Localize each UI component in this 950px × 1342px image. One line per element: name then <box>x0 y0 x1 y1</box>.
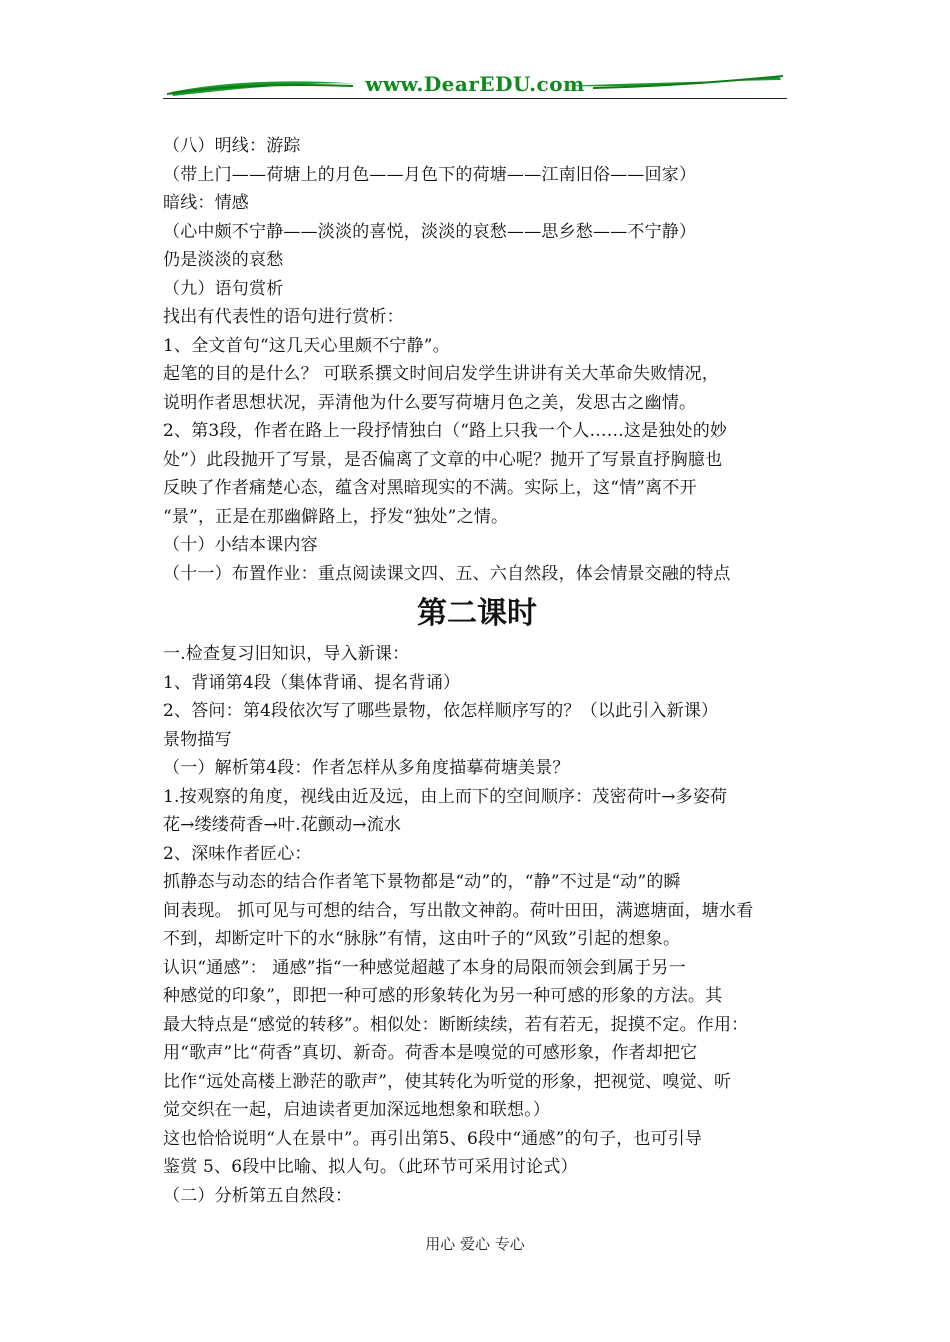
text-line: （九）语句赏析 <box>163 278 284 299</box>
text-line: （一）解析第4段：作者怎样从多角度描摹荷塘美景？ <box>163 758 570 778</box>
text-line: 反映了作者痛楚心态，蕴含对黑暗现实的不满。实际上，这“情”离不开 <box>163 478 697 498</box>
text-line: 种感觉的印象”，即把一种可感的形象转化为另一种可感的形象的方法。其 <box>163 986 723 1006</box>
text-line: 觉交织在一起，启迪读者更加深远地想象和联想。） <box>163 1100 551 1120</box>
text-line: （十）小结本课内容 <box>163 535 318 555</box>
text-line: 认识“通感”： 通感”指“一种感觉超越了本身的局限而领会到属于另一 <box>163 957 686 978</box>
text-line: 1.按观察的角度，视线由近及远，由上而下的空间顺序：茂密荷叶→多姿荷 <box>163 786 728 807</box>
document-body <box>163 132 791 1210</box>
text-line: 2、深味作者匠心： <box>163 843 312 864</box>
text-line: 鉴赏 5、6段中比喻、拟人句。（此环节可采用讨论式） <box>163 1157 578 1177</box>
text-line: 找出有代表性的语句进行赏析： <box>163 307 404 327</box>
text-line: 1、全文首句“这几天心里颇不宁静”。 <box>163 335 450 356</box>
text-line: 最大特点是“感觉的转移”。相似处：断断续续，若有若无，捉摸不定。作用： <box>163 1014 749 1035</box>
text-line: 景物描写 <box>163 729 232 750</box>
text-line: 暗线：情感 <box>163 193 249 213</box>
header-divider <box>163 98 787 99</box>
text-line: （二）分析第五自然段： <box>163 1185 353 1206</box>
text-line: 抓静态与动态的结合作者笔下景物都是“动”的，“静”不过是“动”的瞬 <box>163 872 681 892</box>
text-line: 起笔的目的是什么？ 可联系撰文时间启发学生讲讲有关大革命失败情况， <box>163 364 720 384</box>
text-line: （十一）布置作业：重点阅读课文四、五、六自然段，体会情景交融的特点 <box>163 563 731 584</box>
page-footer: 用心 爱心 专心 <box>425 1235 525 1253</box>
section-heading: 第二课时 <box>417 596 537 631</box>
text-line: 说明作者思想状况，弄清他为什么要写荷塘月色之美，发思古之幽情。 <box>163 392 697 413</box>
text-line: 2、答问：第4段依次写了哪些景物，依怎样顺序写的？（以此引入新课） <box>163 701 719 721</box>
text-line: 2、第3段，作者在路上一段抒情独白（“路上只我一个人……这是独处的妙 <box>163 421 728 441</box>
text-line: 不到，却断定叶下的水“脉脉”有情，这由叶子的“风致”引起的想象。 <box>163 929 681 949</box>
text-line: 比作“远处高楼上渺茫的歌声”，使其转化为听觉的形象，把视觉、嗅觉、听 <box>163 1071 732 1092</box>
text-line: 这也恰恰说明“人在景中”。再引出第5、6段中“通感”的句子，也可引导 <box>163 1128 703 1149</box>
text-line: （八）明线：游踪 <box>163 136 301 156</box>
text-line: 花→缕缕荷香→叶.花颤动→流水 <box>163 815 402 835</box>
logo-text: www.DearEDU.com <box>365 72 585 96</box>
text-line: 仍是淡淡的哀愁 <box>163 250 284 270</box>
text-line: 间表现。 抓可见与可想的结合，写出散文神韵。荷叶田田，满遮塘面，塘水看 <box>163 900 754 921</box>
text-line: 处”）此段抛开了写景，是否偏离了文章的中心呢？抛开了写景直抒胸臆也 <box>163 449 723 470</box>
text-line: 一.检查复习旧知识，导入新课： <box>163 644 410 664</box>
text-line: （心中颇不宁静——淡淡的喜悦，淡淡的哀愁——思乡愁——不宁静） <box>163 221 697 242</box>
text-line: （带上门——荷塘上的月色——月色下的荷塘——江南旧俗——回家） <box>163 164 697 185</box>
text-line: 1、背诵第4段（集体背诵、提名背诵） <box>163 672 461 693</box>
text-line: “景”，正是在那幽僻路上，抒发“独处”之情。 <box>163 506 509 527</box>
text-line: 用“歌声”比“荷香”真切、新奇。荷香本是嗅觉的可感形象，作者却把它 <box>163 1043 698 1063</box>
